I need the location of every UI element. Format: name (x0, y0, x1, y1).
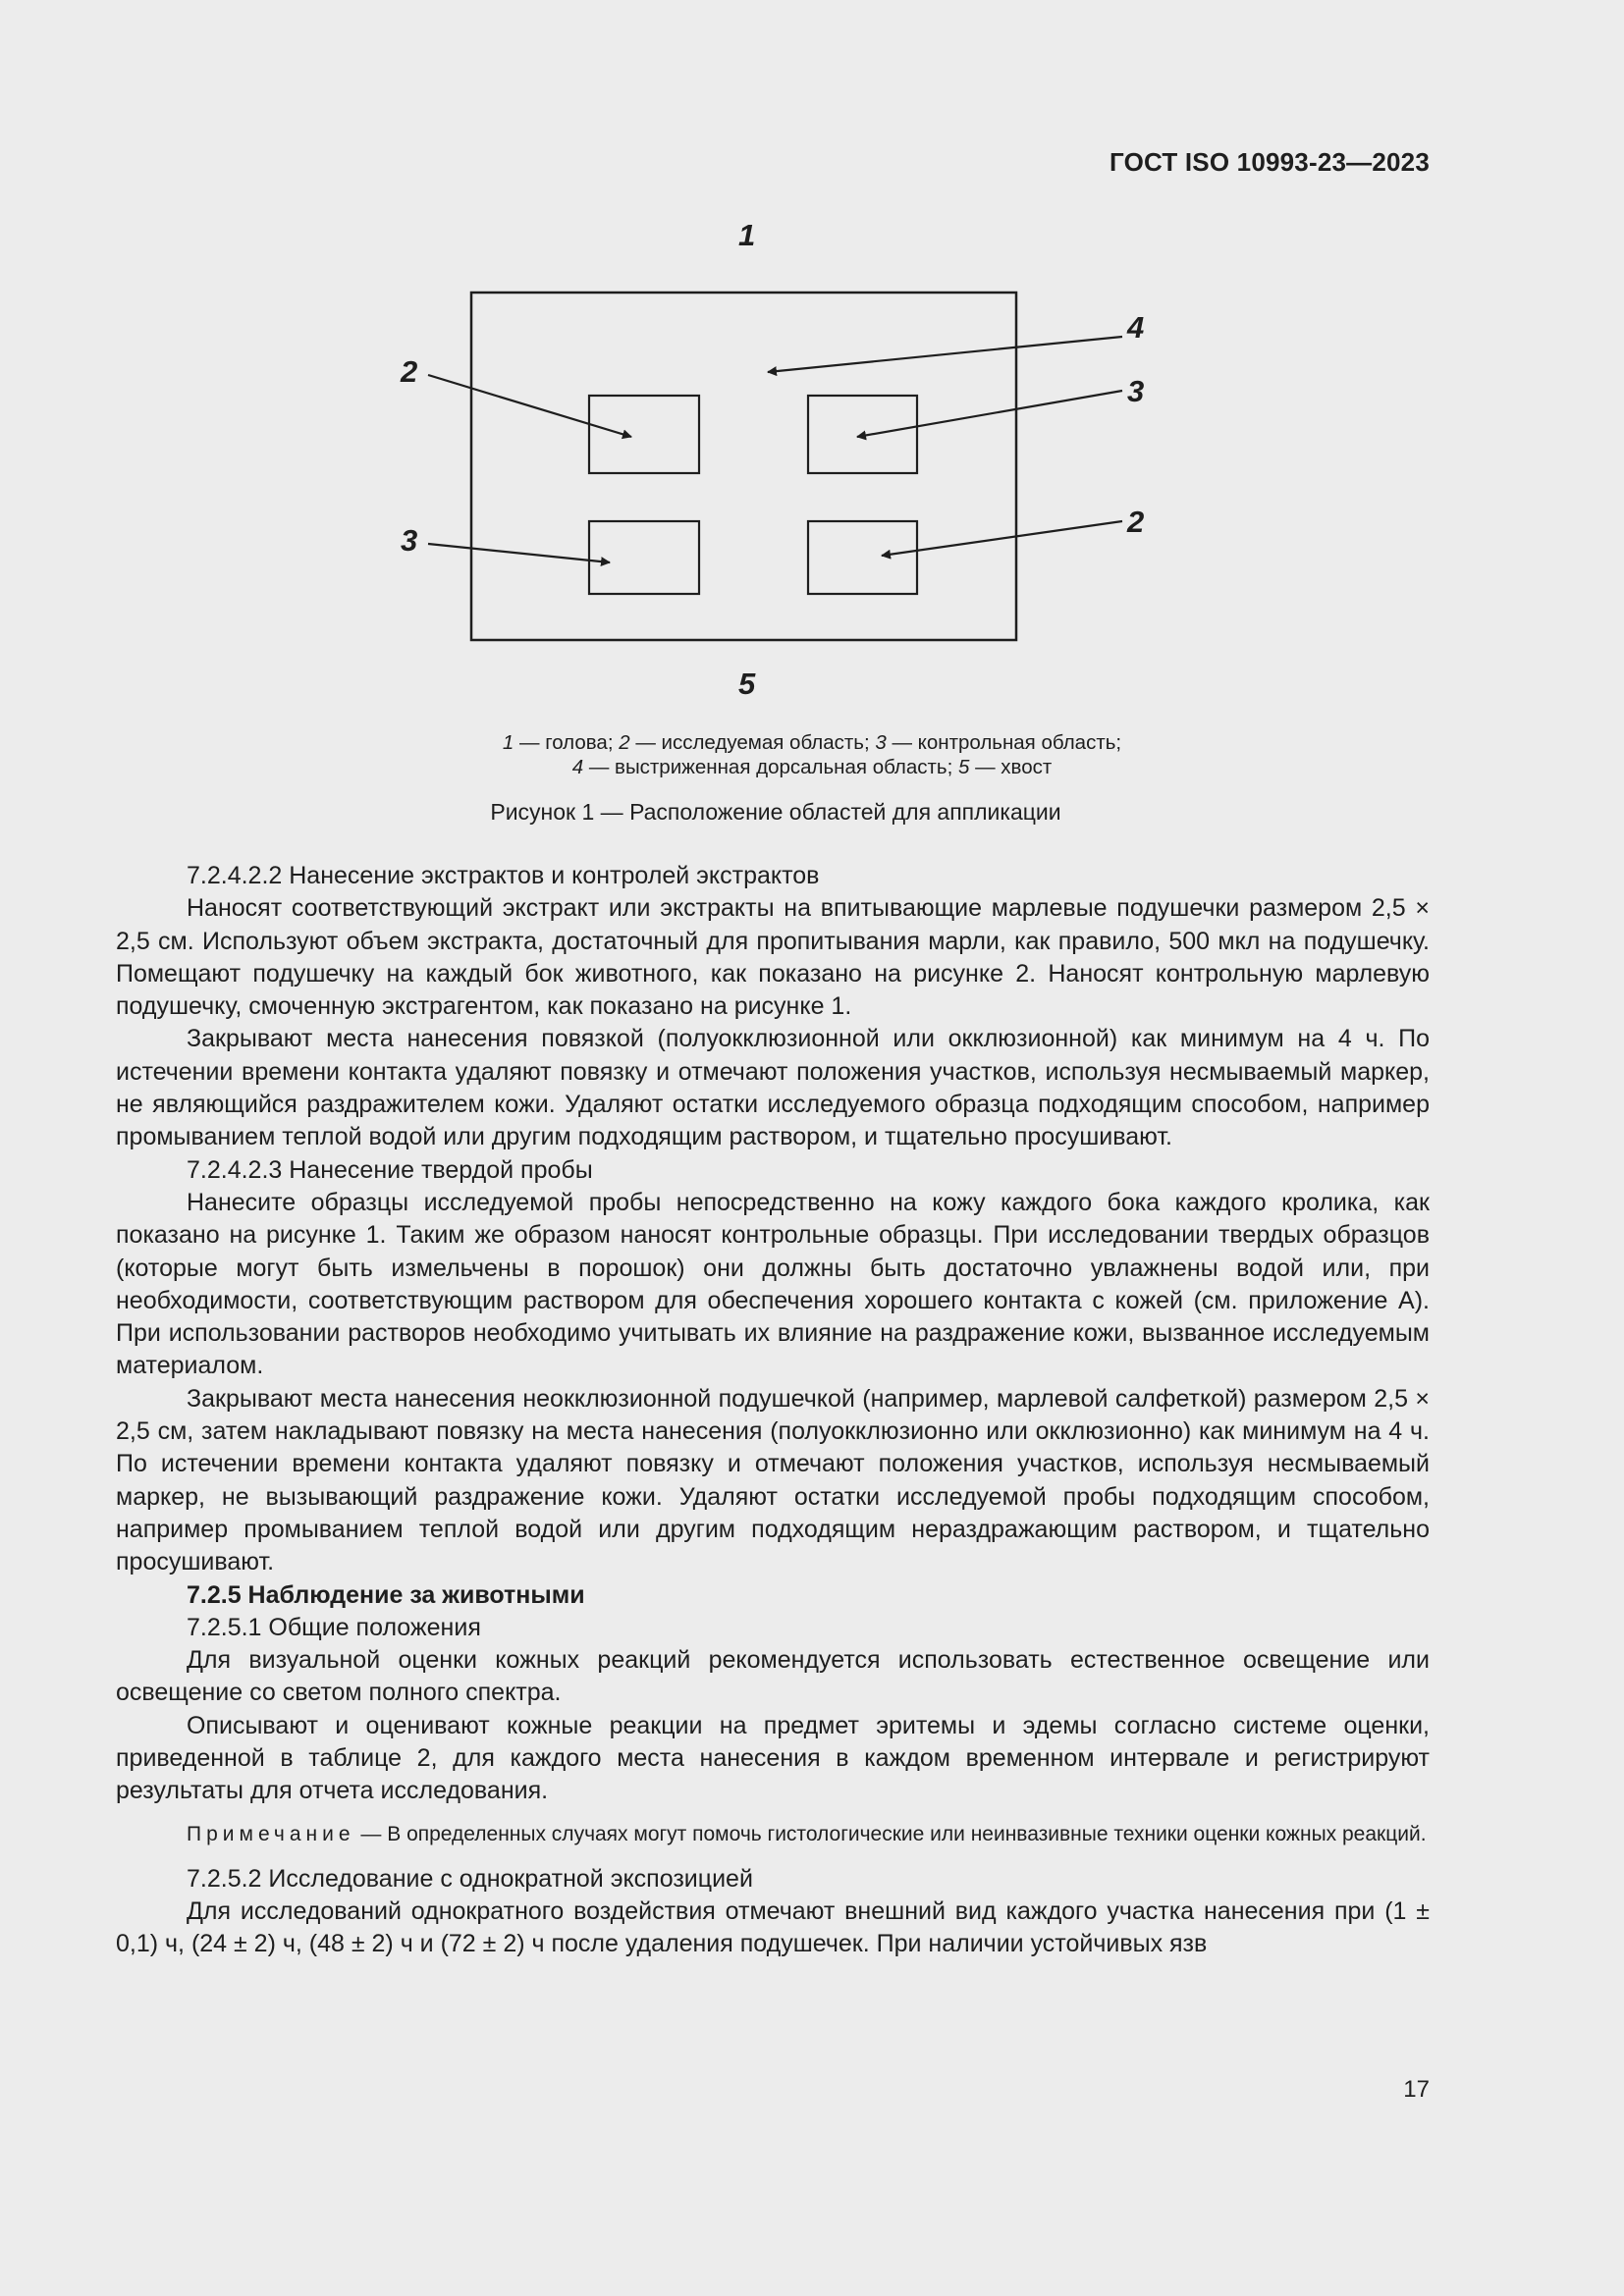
label-test-area-top: 2 (401, 354, 418, 389)
figure-caption: Рисунок 1 — Расположение областей для аппликации (490, 799, 1061, 825)
test-site-bottom-right (808, 521, 917, 594)
label-control-area-top: 3 (1127, 374, 1145, 408)
section-heading-7-2-5-1: 7.2.5.1 Общие положения (187, 1613, 481, 1641)
control-site-bottom-left (589, 521, 699, 594)
section-heading-7-2-5: 7.2.5 Наблюдение за животными (187, 1580, 585, 1609)
label-head: 1 (738, 218, 756, 252)
paragraph: Для визуальной оценки кожных реакций рекомендуется использовать естественное освещение или освещение со светом полного спектра. (116, 1646, 1430, 1707)
animal-back-outline (471, 293, 1016, 640)
document-header: ГОСТ ISO 10993-23—2023 (1110, 147, 1430, 177)
paragraph: Описывают и оценивают кожные реакции на предмет эритемы и эдемы согласно системе оценки, приведенной в таблице 2, для каждого места нанесения в каждом временном интервале и регистрируют результаты для отчета исследования. (116, 1711, 1430, 1805)
paragraph: Для исследований однократного воздействия отмечают внешний вид каждого участка нанесения при (1 ± 0,1) ч, (24 ± 2) ч, (48 ± 2) ч и (72 ± 2) ч после удаления подушечек. При наличии устойчивых язв (116, 1896, 1430, 1958)
label-control-area-bottom: 3 (401, 523, 418, 558)
arrow-2-top (428, 375, 631, 437)
arrow-4 (768, 337, 1122, 372)
section-heading-7-2-4-2-3: 7.2.4.2.3 Нанесение твердой пробы (187, 1155, 593, 1184)
control-site-top-right (808, 396, 917, 473)
test-site-top-left (589, 396, 699, 473)
note-label: Примечание (187, 1822, 355, 1845)
document-body (116, 860, 1430, 1961)
arrow-3-top (857, 391, 1122, 437)
legend-line-1: 1 — голова; 2 — исследуемая область; 3 — контрольная область; (502, 731, 1122, 754)
section-heading-7-2-5-2: 7.2.5.2 Исследование с однократной экспозицией (187, 1864, 753, 1893)
page-number: 17 (1403, 2076, 1430, 2103)
paragraph: Закрывают места нанесения повязкой (полуокклюзионной или окклюзионной) как минимум на 4 ч. По истечении времени контакта удаляют повязку и отмечают положения участков, используя несмываемый маркер, не являющийся раздражителем кожи. Удаляют остатки исследуемого образца подходящим способом, например промыванием теплой водой или другим подходящим раствором, и тщательно просушивают. (116, 1025, 1430, 1151)
note-text: — В определенных случаях могут помочь гистологические или неинвазивные техники оценки кожных реакций. (354, 1822, 1427, 1845)
label-test-area-bottom: 2 (1127, 505, 1145, 539)
note (116, 1820, 1430, 1849)
legend-line-2: 4 — выстриженная дорсальная область; 5 — хвост (571, 756, 1053, 778)
label-clipped-area: 4 (1127, 310, 1145, 345)
paragraph: Закрывают места нанесения неокклюзионной подушечкой (например, марлевой салфеткой) размером 2,5 × 2,5 см, затем накладывают повязку на места нанесения (полуокклюзионно или окклюзионно) как минимум на 4 ч. По истечении времени контакта удаляют повязку и отмечают положения участков, используя несмываемый маркер, не вызывающий раздражение кожи. Удаляют остатки исследуемой пробы подходящим способом, например промыванием теплой водой или другим подходящим нераздражающим раствором, и тщательно просушивают. (116, 1384, 1430, 1576)
figure-legend (0, 730, 1624, 779)
arrow-3-bottom (428, 544, 610, 562)
paragraph: Наносят соответствующий экстракт или экстракты на впитывающие марлевые подушечки размером 2,5 × 2,5 см. Используют объем экстракта, достаточный для пропитывания марли, как правило, 500 мкл на подушечку. Помещают подушечку на каждый бок животного, как показано на рисунке 2. Наносят контрольную марлевую подушечку, смоченную экстрагентом, как показано на рисунке 1. (116, 894, 1430, 1021)
label-tail: 5 (738, 667, 756, 701)
paragraph: Нанесите образцы исследуемой пробы непосредственно на кожу каждого бока каждого кролика, как показано на рисунке 1. Таким же образом наносят контрольные образцы. При исследовании твердых образцов (которые могут быть измельчены в порошок) они должны быть достаточно увлажнены водой или, при необходимости, соответствующим раствором для обеспечения хорошего контакта с кожей (см. приложение А). При использовании растворов необходимо учитывать их влияние на раздражение кожи, вызванное исследуемым материалом. (116, 1188, 1430, 1380)
figure-1-diagram (373, 216, 1178, 707)
section-heading-7-2-4-2-2: 7.2.4.2.2 Нанесение экстрактов и контролей экстрактов (187, 862, 820, 889)
